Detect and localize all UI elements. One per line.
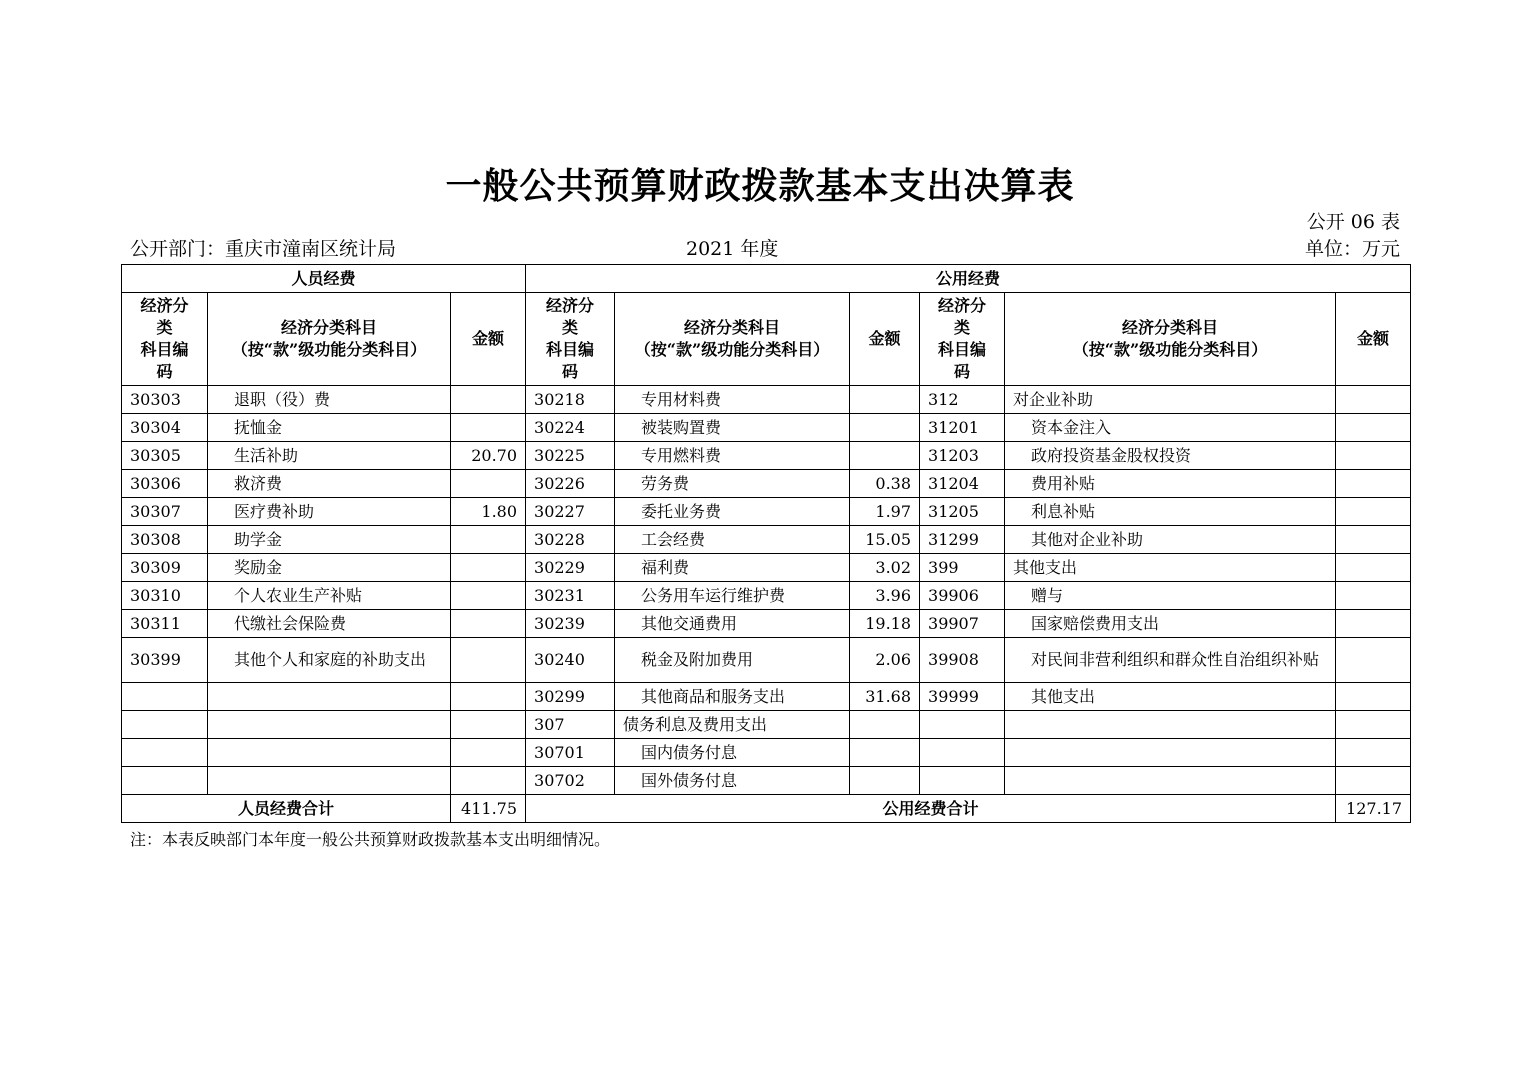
cell-code: 30701 [526,739,615,767]
cell-code [122,683,208,711]
form-number: 公开 06 表 [1306,211,1400,233]
fiscal-year: 2021 年度 [686,238,779,260]
cell-amount [1336,683,1411,711]
cell-amount [451,711,526,739]
cell-subject: 委托业务费 [615,498,850,526]
header-amount: 金额 [451,293,526,386]
header-code [526,293,615,386]
cell-code [122,711,208,739]
cell-amount [451,638,526,683]
personnel-total-label: 人员经费合计 [122,795,451,823]
cell-code: 30702 [526,767,615,795]
cell-amount: 1.97 [850,498,920,526]
cell-subject [1005,767,1336,795]
cell-subject: 救济费 [208,470,451,498]
cell-code: 30231 [526,582,615,610]
cell-amount [1336,386,1411,414]
header-code-line: 经济分 [546,296,595,315]
cell-subject: 其他支出 [1005,554,1336,582]
cell-amount [451,767,526,795]
cell-code: 30304 [122,414,208,442]
cell-amount [1336,767,1411,795]
cell-subject: 国家赔偿费用支出 [1005,610,1336,638]
cell-subject: 福利费 [615,554,850,582]
expenditure-table [121,264,1411,823]
cell-amount [850,442,920,470]
cell-amount [1336,414,1411,442]
table-row [122,582,1411,610]
cell-code [920,767,1005,795]
cell-code: 31203 [920,442,1005,470]
cell-subject: 助学金 [208,526,451,554]
cell-subject: 国外债务付息 [615,767,850,795]
cell-amount: 2.06 [850,638,920,683]
cell-amount [451,414,526,442]
section-header-row [122,265,1411,293]
cell-subject [208,711,451,739]
cell-subject: 税金及附加费用 [615,638,850,683]
cell-code [920,739,1005,767]
cell-subject: 其他商品和服务支出 [615,683,850,711]
cell-subject: 公务用车运行维护费 [615,582,850,610]
header-subject [1005,293,1336,386]
cell-amount [850,711,920,739]
public-total-label: 公用经费合计 [526,795,1336,823]
cell-code: 39906 [920,582,1005,610]
cell-code: 399 [920,554,1005,582]
cell-amount [451,582,526,610]
cell-code: 30218 [526,386,615,414]
section-public: 公用经费 [526,265,1411,293]
cell-amount [1336,711,1411,739]
department-label: 公开部门：重庆市潼南区统计局 [130,238,397,260]
cell-amount [451,470,526,498]
cell-code: 39907 [920,610,1005,638]
header-code-line: 码 [562,362,579,381]
cell-subject: 其他对企业补助 [1005,526,1336,554]
cell-code: 30308 [122,526,208,554]
cell-subject: 赠与 [1005,582,1336,610]
cell-amount [451,683,526,711]
header-code [920,293,1005,386]
cell-code: 30309 [122,554,208,582]
cell-code [122,767,208,795]
cell-amount [1336,554,1411,582]
table-row [122,554,1411,582]
header-subject-line2: （按“款”级功能分类科目） [231,340,427,359]
table-row [122,739,1411,767]
header-code-line: 码 [954,362,971,381]
cell-code: 312 [920,386,1005,414]
cell-amount: 31.68 [850,683,920,711]
table-row [122,470,1411,498]
cell-subject: 其他个人和家庭的补助支出 [208,638,451,683]
cell-subject: 个人农业生产补贴 [208,582,451,610]
cell-amount: 15.05 [850,526,920,554]
cell-code: 31204 [920,470,1005,498]
table-row [122,386,1411,414]
cell-subject: 其他交通费用 [615,610,850,638]
cell-subject [1005,739,1336,767]
cell-code: 30229 [526,554,615,582]
cell-subject [208,767,451,795]
cell-subject: 医疗费补助 [208,498,451,526]
cell-code: 30239 [526,610,615,638]
header-subject [208,293,451,386]
cell-subject: 生活补助 [208,442,451,470]
cell-code: 30310 [122,582,208,610]
cell-code: 30226 [526,470,615,498]
cell-code: 30227 [526,498,615,526]
cell-amount [1336,498,1411,526]
page-title: 一般公共预算财政拨款基本支出决算表 [445,165,1075,207]
cell-code: 30225 [526,442,615,470]
table-row [122,767,1411,795]
cell-subject [208,683,451,711]
cell-amount [850,414,920,442]
table-row [122,610,1411,638]
header-subject-line2: （按“款”级功能分类科目） [634,340,830,359]
cell-amount [850,386,920,414]
cell-amount: 19.18 [850,610,920,638]
cell-subject: 其他支出 [1005,683,1336,711]
cell-subject: 费用补贴 [1005,470,1336,498]
cell-subject: 政府投资基金股权投资 [1005,442,1336,470]
cell-amount [1336,610,1411,638]
header-subject-line1: 经济分类科目 [1122,318,1219,337]
cell-code: 39999 [920,683,1005,711]
cell-amount [1336,582,1411,610]
unit-label: 单位：万元 [1304,238,1400,260]
table-row [122,414,1411,442]
header-amount: 金额 [850,293,920,386]
cell-code: 30299 [526,683,615,711]
cell-code: 31205 [920,498,1005,526]
cell-subject: 退职（役）费 [208,386,451,414]
table-row [122,442,1411,470]
footnote: 注：本表反映部门本年度一般公共预算财政拨款基本支出明细情况。 [130,830,611,849]
cell-subject: 债务利息及费用支出 [615,711,850,739]
cell-amount [850,739,920,767]
cell-code: 39908 [920,638,1005,683]
header-amount: 金额 [1336,293,1411,386]
cell-code: 30303 [122,386,208,414]
table-row [122,498,1411,526]
header-subject-line1: 经济分类科目 [280,318,377,337]
cell-subject: 对企业补助 [1005,386,1336,414]
cell-amount [1336,739,1411,767]
meta-row [130,236,1400,262]
cell-subject: 劳务费 [615,470,850,498]
cell-amount [1336,442,1411,470]
cell-amount: 1.80 [451,498,526,526]
header-code-line: 经济分 [938,296,987,315]
cell-amount: 20.70 [451,442,526,470]
cell-subject: 国内债务付息 [615,739,850,767]
cell-code: 30224 [526,414,615,442]
header-subject-line1: 经济分类科目 [684,318,781,337]
cell-amount [451,386,526,414]
cell-amount: 3.96 [850,582,920,610]
cell-code [122,739,208,767]
header-subject-line2: （按“款”级功能分类科目） [1072,340,1268,359]
cell-code: 31299 [920,526,1005,554]
header-code-line: 类 [562,318,579,337]
cell-amount [451,739,526,767]
header-code-line: 科目编 [938,340,987,359]
cell-subject: 对民间非营利组织和群众性自治组织补贴 [1005,638,1336,683]
cell-code: 30306 [122,470,208,498]
header-code-line: 码 [156,362,173,381]
cell-code: 307 [526,711,615,739]
cell-amount [1336,526,1411,554]
cell-amount: 3.02 [850,554,920,582]
cell-code: 30311 [122,610,208,638]
section-personnel: 人员经费 [122,265,526,293]
cell-subject: 专用材料费 [615,386,850,414]
table-body [122,386,1411,795]
cell-amount [1336,638,1411,683]
cell-code: 31201 [920,414,1005,442]
cell-subject [1005,711,1336,739]
personnel-total-value: 411.75 [451,795,526,823]
header-subject [615,293,850,386]
cell-subject: 被装购置费 [615,414,850,442]
header-code-line: 科目编 [140,340,189,359]
cell-subject [208,739,451,767]
public-total-value: 127.17 [1336,795,1411,823]
cell-subject: 利息补贴 [1005,498,1336,526]
cell-amount [1336,470,1411,498]
cell-subject: 抚恤金 [208,414,451,442]
cell-amount [850,767,920,795]
table-row [122,711,1411,739]
table-row [122,526,1411,554]
cell-subject: 代缴社会保险费 [208,610,451,638]
cell-code: 30307 [122,498,208,526]
table-row [122,683,1411,711]
cell-amount [451,554,526,582]
header-code-line: 经济分 [140,296,189,315]
cell-amount: 0.38 [850,470,920,498]
cell-subject: 工会经费 [615,526,850,554]
totals-row [122,795,1411,823]
cell-code: 30399 [122,638,208,683]
header-code-line: 科目编 [546,340,595,359]
cell-subject: 专用燃料费 [615,442,850,470]
cell-code: 30240 [526,638,615,683]
cell-code [920,711,1005,739]
cell-code: 30305 [122,442,208,470]
header-code [122,293,208,386]
cell-code: 30228 [526,526,615,554]
header-code-line: 类 [954,318,971,337]
table-row [122,638,1411,683]
header-code-line: 类 [156,318,173,337]
cell-amount [451,610,526,638]
cell-amount [451,526,526,554]
cell-subject: 资本金注入 [1005,414,1336,442]
cell-subject: 奖励金 [208,554,451,582]
column-header-row [122,293,1411,386]
